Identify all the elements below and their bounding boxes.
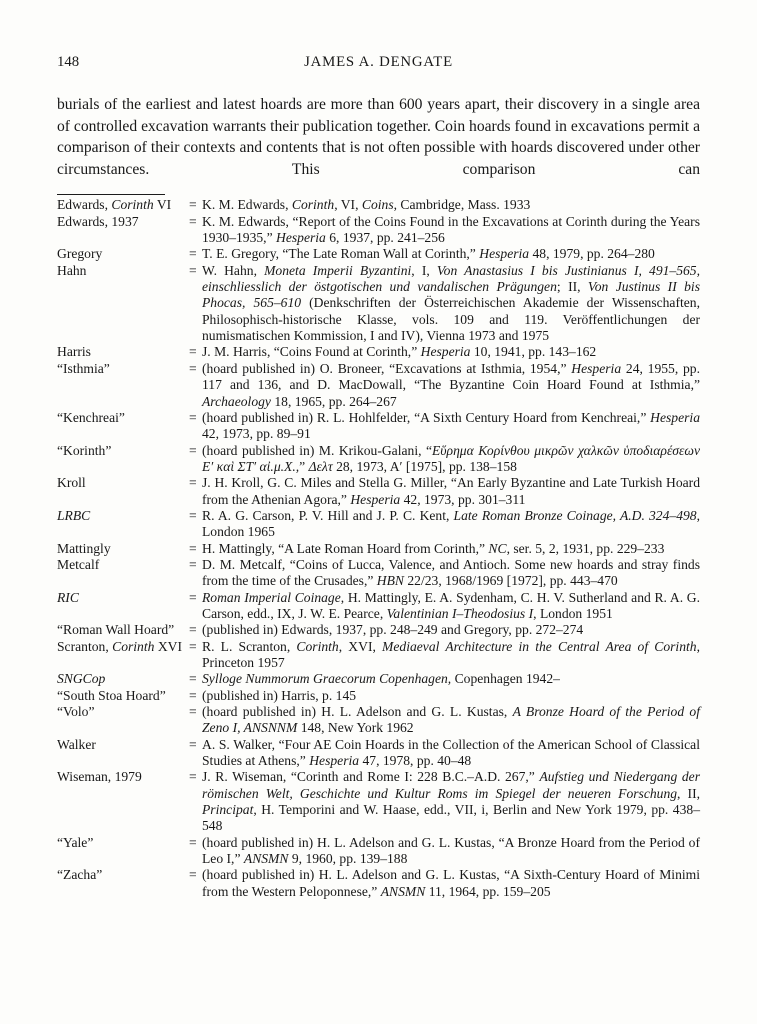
page-header <box>57 54 700 71</box>
italic-text: Δελτ <box>308 458 333 474</box>
abbrev-term: “Korinth” <box>57 442 112 458</box>
abbrev-term: Hahn <box>57 262 87 278</box>
abbrev-definition: (hoard published in) H. L. Adelson and G. L. Kustas, “A Sixth-Century Hoard of Minimi from the Western Peloponnese,” ANSMN 11, 1964, pp. 159–205 <box>202 867 700 899</box>
italic-text: Moneta Imperii Byzantini <box>264 262 412 278</box>
italic-text: Hesperia <box>350 491 401 507</box>
italic-text: Aufstieg und Niedergang der römischen Welt, Geschichte und Kultur Roms im Spiegel der neueren Forschung <box>202 769 700 801</box>
body-paragraph: burials of the earliest and latest hoards are more than 600 years apart, their discovery in a single area of controlled excavation warrants their publication together. Coin hoards found in excavations permit a comparison of their contexts and contents that is not often possible with hoards discovered under other circumstances. This comparison can <box>57 96 700 178</box>
equals-sign: = <box>189 475 197 491</box>
italic-text: Hesperia <box>309 753 360 769</box>
abbrev-definition: J. M. Harris, “Coins Found at Corinth,” Hesperia 10, 1941, pp. 143–162 <box>202 344 597 360</box>
equals-sign: = <box>189 360 197 376</box>
equals-sign: = <box>189 638 197 654</box>
abbrev-definition: R. L. Scranton, Corinth, XVI, Mediaeval Architecture in the Central Area of Corinth, Princeton 1957 <box>202 638 700 670</box>
italic-text: HBN <box>376 573 404 589</box>
italic-text: LRBC <box>57 507 91 523</box>
abbrev-definition: K. M. Edwards, “Report of the Coins Found in the Excavations at Corinth during the Years 1930–1935,” Hesperia 6, 1937, pp. 241–256 <box>202 213 700 246</box>
abbrev-term: Kroll <box>57 475 86 491</box>
abbrev-definition: J. R. Wiseman, “Corinth and Rome I: 228 B.C.–A.D. 267,” Aufstieg und Niedergang der römischen Welt, Geschichte und Kultur Roms im Spiegel der neueren Forschung, II, Principat, H. Temporini and W. Haase, edd., VII, i, Berlin and New York 1979, pp. 438–548 <box>202 769 700 834</box>
abbrev-definition: (hoard published in) H. L. Adelson and G. L. Kustas, “A Bronze Hoard from the Period of Leo I,” ANSMN 9, 1960, pp. 139–188 <box>202 834 700 867</box>
italic-text: Hesperia <box>420 344 471 360</box>
italic-text: Mediaeval Architecture in the Central Area of Corinth <box>382 638 697 654</box>
abbrev-definition: (published in) Edwards, 1937, pp. 248–249 and Gregory, pp. 272–274 <box>202 622 584 638</box>
italic-text: Archaeology <box>202 393 271 409</box>
abbrev-term <box>57 590 189 606</box>
abbrev-entry <box>57 704 700 737</box>
italic-text: A Bronze Hoard of the Period of Zeno I, ANSNNM <box>202 704 700 736</box>
italic-text: Valentinian I–Theodosius I <box>386 605 534 621</box>
abbrev-entry <box>57 410 700 443</box>
italic-text: Corinth <box>296 638 339 654</box>
footnote-separator-rule <box>57 194 165 195</box>
abbrev-definition: Roman Imperial Coinage, H. Mattingly, E. A. Sydenham, C. H. V. Sutherland and R. A. G. Carson, edd., IX, J. W. E. Pearce, Valentinian I–Theodosius I, London 1951 <box>202 589 700 621</box>
abbrev-definition: (hoard published in) R. L. Hohlfelder, “A Sixth Century Hoard from Kenchreai,” Hesperia 42, 1973, pp. 89–91 <box>202 409 700 442</box>
equals-sign: = <box>189 344 197 360</box>
abbrev-term: “Volo” <box>57 704 95 720</box>
equals-sign: = <box>189 736 197 752</box>
equals-sign: = <box>189 687 197 703</box>
italic-text: Hesperia <box>650 409 700 425</box>
equals-sign: = <box>189 834 197 850</box>
abbrev-entry <box>57 475 700 508</box>
italic-text: Von Justinus II bis Phocas, 565–610 <box>202 279 700 311</box>
abbrev-term: Wiseman, 1979 <box>57 769 142 785</box>
italic-text: Late Roman Bronze Coinage, A.D. 324–498 <box>453 507 697 523</box>
italic-text: ANSMN <box>380 883 426 899</box>
abbrev-entry <box>57 263 700 345</box>
equals-sign: = <box>189 704 197 720</box>
abbrev-definition: R. A. G. Carson, P. V. Hill and J. P. C. Kent, Late Roman Bronze Coinage, A.D. 324–498, London 1965 <box>202 507 700 540</box>
abbrev-term <box>57 671 189 687</box>
abbrev-term: “Yale” <box>57 834 94 850</box>
italic-text: Coins <box>361 197 394 213</box>
italic-text: Corinth <box>111 197 154 213</box>
italic-text: Principat <box>202 802 254 818</box>
abbrev-term: Scranton, Corinth XVI <box>57 638 182 654</box>
abbrev-entry <box>57 557 700 590</box>
abbrev-definition: (hoard published in) M. Krikou-Galani, “Εὕρημα Κορίνθου μικρῶν χαλκῶν ὑποδιαρέσεων Ε′ καὶ ΣΤ′ αἰ.μ.Χ.,” Δελτ 28, 1973, Α′ [1975], pp. 138–158 <box>202 442 700 474</box>
italic-text: Von Anastasius I bis Justinianus I, 491–565, einschliesslich der östgotischen und vandalischen Prägungen <box>202 262 700 295</box>
abbrev-definition: (hoard published in) H. L. Adelson and G. L. Kustas, A Bronze Hoard of the Period of Zeno I, ANSNNM 148, New York 1962 <box>202 704 700 736</box>
abbrev-entry <box>57 541 700 557</box>
abbrev-entry <box>57 361 700 410</box>
abbrev-term: Walker <box>57 736 96 752</box>
equals-sign: = <box>189 197 197 213</box>
abbrev-entry <box>57 443 700 476</box>
italic-text: Εὕρημα Κορίνθου μικρῶν χαλκῶν ὑποδιαρέσεων Ε′ καὶ ΣΤ′ αἰ.μ.Χ., <box>202 442 700 474</box>
italic-text: Hesperia <box>571 360 622 376</box>
abbrev-term: “South Stoa Hoard” <box>57 687 166 703</box>
abbrev-definition: K. M. Edwards, Corinth, VI, Coins, Cambridge, Mass. 1933 <box>202 197 531 213</box>
equals-sign: = <box>189 867 197 883</box>
italic-text: Roman Imperial Coinage <box>202 589 341 605</box>
equals-sign: = <box>189 507 197 523</box>
abbrev-entry <box>57 622 700 638</box>
equals-sign: = <box>189 671 197 687</box>
abbrev-entry <box>57 769 700 834</box>
abbrev-term: Edwards, 1937 <box>57 213 139 229</box>
equals-sign: = <box>189 262 197 278</box>
abbrev-entry <box>57 688 700 704</box>
equals-sign: = <box>189 213 197 229</box>
abbrev-entry <box>57 508 700 541</box>
page-number: 148 <box>57 54 80 70</box>
abbrev-definition: T. E. Gregory, “The Late Roman Wall at Corinth,” Hesperia 48, 1979, pp. 264–280 <box>202 246 655 262</box>
abbrev-term: Mattingly <box>57 540 111 556</box>
italic-text: SNGCop <box>57 671 106 687</box>
italic-text: RIC <box>57 589 79 605</box>
abbrev-term <box>57 508 189 524</box>
abbrev-definition: W. Hahn, Moneta Imperii Byzantini, I, Von Anastasius I bis Justinianus I, 491–565, einschliesslich der östgotischen und vandalischen Prägungen; II, Von Justinus II bis Phocas, 565–610 (Denkschriften der Österreichischen Akademie der Wissenschaften, Philosophisch-historische Klasse, vols. 109 and 119. Veröffentlichungen der numismatischen Kommission, I and IV), Vienna 1973 and 1975 <box>202 262 700 344</box>
abbrev-term: “Roman Wall Hoard” <box>57 622 175 638</box>
abbrev-term: Edwards, Corinth VI <box>57 197 172 213</box>
abbrev-entry <box>57 590 700 623</box>
equals-sign: = <box>189 540 197 556</box>
abbrev-entry <box>57 197 700 213</box>
italic-text: ANSMN <box>243 851 289 867</box>
abbrev-entry <box>57 671 700 687</box>
abbrev-definition: J. H. Kroll, G. C. Miles and Stella G. Miller, “An Early Byzantine and Late Turkish Hoard from the Athenian Agora,” Hesperia 42, 1973, pp. 301–311 <box>202 475 700 507</box>
equals-sign: = <box>189 246 197 262</box>
equals-sign: = <box>189 409 197 425</box>
italic-text: Sylloge Nummorum Graecorum Copenhagen, <box>202 671 452 687</box>
equals-sign: = <box>189 442 197 458</box>
abbrev-entry <box>57 344 700 360</box>
abbrev-term: “Isthmia” <box>57 360 110 376</box>
abbrev-term: Harris <box>57 344 91 360</box>
abbrev-term: Gregory <box>57 246 103 262</box>
abbrev-definition: (hoard published in) O. Broneer, “Excavations at Isthmia, 1954,” Hesperia 24, 1955, pp. 117 and 136, and D. MacDowall, “The Byzantine Coin Hoard Found at Isthmia,” Archaeology 18, 1965, pp. 264–267 <box>202 360 701 409</box>
abbrev-term: “Zacha” <box>57 867 103 883</box>
abbrev-definition: A. S. Walker, “Four AE Coin Hoards in the Collection of the American School of Classical Studies at Athens,” Hesperia 47, 1978, pp. 40–48 <box>202 736 700 769</box>
abbrev-definition: (published in) Harris, p. 145 <box>202 687 357 703</box>
abbrev-definition: Sylloge Nummorum Graecorum Copenhagen, Copenhagen 1942– <box>202 671 560 687</box>
italic-text: Hesperia <box>276 230 326 246</box>
abbrev-entry <box>57 639 700 672</box>
abbreviation-list <box>57 197 700 900</box>
equals-sign: = <box>189 622 197 638</box>
equals-sign: = <box>189 589 197 605</box>
abbrev-entry <box>57 867 700 900</box>
abbrev-term: Metcalf <box>57 556 100 572</box>
abbrev-entry <box>57 214 700 247</box>
abbrev-definition: D. M. Metcalf, “Coins of Lucca, Valence, and Antioch. Some new hoards and stray finds from the time of the Crusades,” HBN 22/23, 1968/1969 [1972], pp. 443–470 <box>202 556 700 589</box>
abbrev-definition: H. Mattingly, “A Late Roman Hoard from Corinth,” NC, ser. 5, 2, 1931, pp. 229–233 <box>202 540 665 556</box>
italic-text: NC <box>488 540 507 556</box>
abbrev-term: “Kenchreai” <box>57 409 125 425</box>
equals-sign: = <box>189 556 197 572</box>
italic-text: Hesperia <box>479 246 530 262</box>
equals-sign: = <box>189 769 197 785</box>
italic-text: Corinth <box>291 197 335 213</box>
running-title: JAMES A. DENGATE <box>304 54 453 70</box>
abbrev-entry <box>57 246 700 262</box>
abbrev-entry <box>57 835 700 868</box>
italic-text: Corinth <box>112 638 155 654</box>
abbrev-entry <box>57 737 700 770</box>
